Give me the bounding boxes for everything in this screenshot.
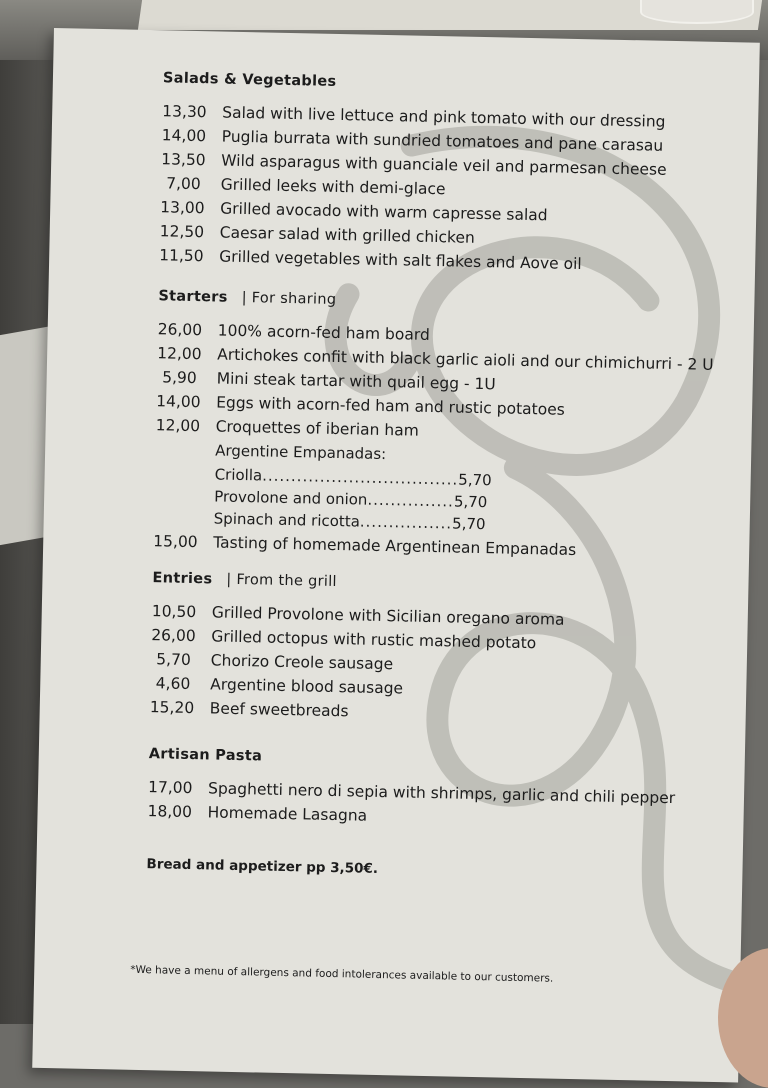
price: 13,50 <box>161 150 206 170</box>
price: 18,00 <box>147 802 193 822</box>
dish-name: Grilled Provolone with Sicilian oregano aroma <box>211 603 565 629</box>
price: 13,30 <box>162 102 207 122</box>
menu-card <box>32 28 760 1083</box>
dish-name: Tasting of homemade Argentinean Empanadas <box>213 533 577 560</box>
dish-name: Grilled vegetables with salt flakes and Aove oil <box>219 247 582 274</box>
leader-dots: ................ <box>359 512 453 533</box>
section-name: Starters <box>158 288 228 306</box>
price: 11,50 <box>159 246 204 266</box>
dish-name: Grilled leeks with demi-glace <box>220 175 446 199</box>
dish-name: Puglia burrata with sundried tomatoes and pane carasau <box>221 127 664 155</box>
price: 12,00 <box>155 416 201 436</box>
price: 26,00 <box>151 626 196 646</box>
price: 7,00 <box>166 174 201 194</box>
empanada-name: Criolla <box>214 465 263 485</box>
wine-glass <box>640 0 754 24</box>
dish-name: Mini steak tartar with quail egg - 1U <box>216 369 496 394</box>
section-subtitle: | From the grill <box>226 571 337 591</box>
price: 26,00 <box>157 320 203 340</box>
dish-name: Beef sweetbreads <box>209 699 349 721</box>
dish-name: Caesar salad with grilled chicken <box>219 223 475 247</box>
section-title-pasta: Artisan Pasta <box>148 746 263 765</box>
price: 5,70 <box>156 650 191 670</box>
price: 17,00 <box>147 778 193 798</box>
price: 14,00 <box>156 392 201 412</box>
allergen-footnote: *We have a menu of allergens and food intolerances available to our customers. <box>130 963 554 985</box>
dish-name: Artichokes confit with black garlic aioli and our chimichurri - 2 U <box>217 345 714 374</box>
price: 12,00 <box>157 344 202 364</box>
empanada-name: Provolone and onion <box>214 487 368 509</box>
leader-dots: ............... <box>367 490 455 511</box>
price: 10,50 <box>151 602 197 622</box>
bread-note: Bread and appetizer pp 3,50€. <box>146 856 379 877</box>
dish-name: 100% acorn-fed ham board <box>217 321 430 344</box>
dish-name: Chorizo Creole sausage <box>210 651 394 674</box>
dish-name: Homemade Lasagna <box>207 803 368 825</box>
price: 5,90 <box>162 368 197 388</box>
section-subtitle: | For sharing <box>241 289 337 308</box>
dish-name: Grilled octopus with rustic mashed potato <box>211 627 537 653</box>
empanada-price: 5,70 <box>453 492 488 512</box>
dish-name: Croquettes of iberian ham <box>215 417 419 440</box>
dish-name: Salad with live lettuce and pink tomato with our dressing <box>222 103 666 131</box>
price: 14,00 <box>161 126 207 146</box>
empanada-price: 5,70 <box>458 470 492 490</box>
empanada-price: 5,70 <box>451 514 486 534</box>
dish-name: Grilled avocado with warm capresse salad <box>220 199 548 225</box>
section-title-salads: Salads & Vegetables <box>162 70 337 90</box>
dish-name: Wild asparagus with guanciale veil and parmesan cheese <box>221 151 667 179</box>
price: 15,00 <box>153 532 198 552</box>
empanada-name: Spinach and ricotta <box>213 509 361 531</box>
section-name: Entries <box>152 570 213 588</box>
price: 12,50 <box>159 222 205 242</box>
dish-name: Argentine blood sausage <box>210 675 404 698</box>
empanadas-heading: Argentine Empanadas: <box>214 441 387 464</box>
dish-name: Eggs with acorn-fed ham and rustic potatoes <box>216 393 565 419</box>
dish-name: Spaghetti nero di sepia with shrimps, garlic and chili pepper <box>207 779 676 808</box>
price: 15,20 <box>149 698 195 718</box>
price: 13,00 <box>160 198 205 218</box>
price: 4,60 <box>155 674 191 693</box>
leader-dots: .................................. <box>262 466 459 489</box>
